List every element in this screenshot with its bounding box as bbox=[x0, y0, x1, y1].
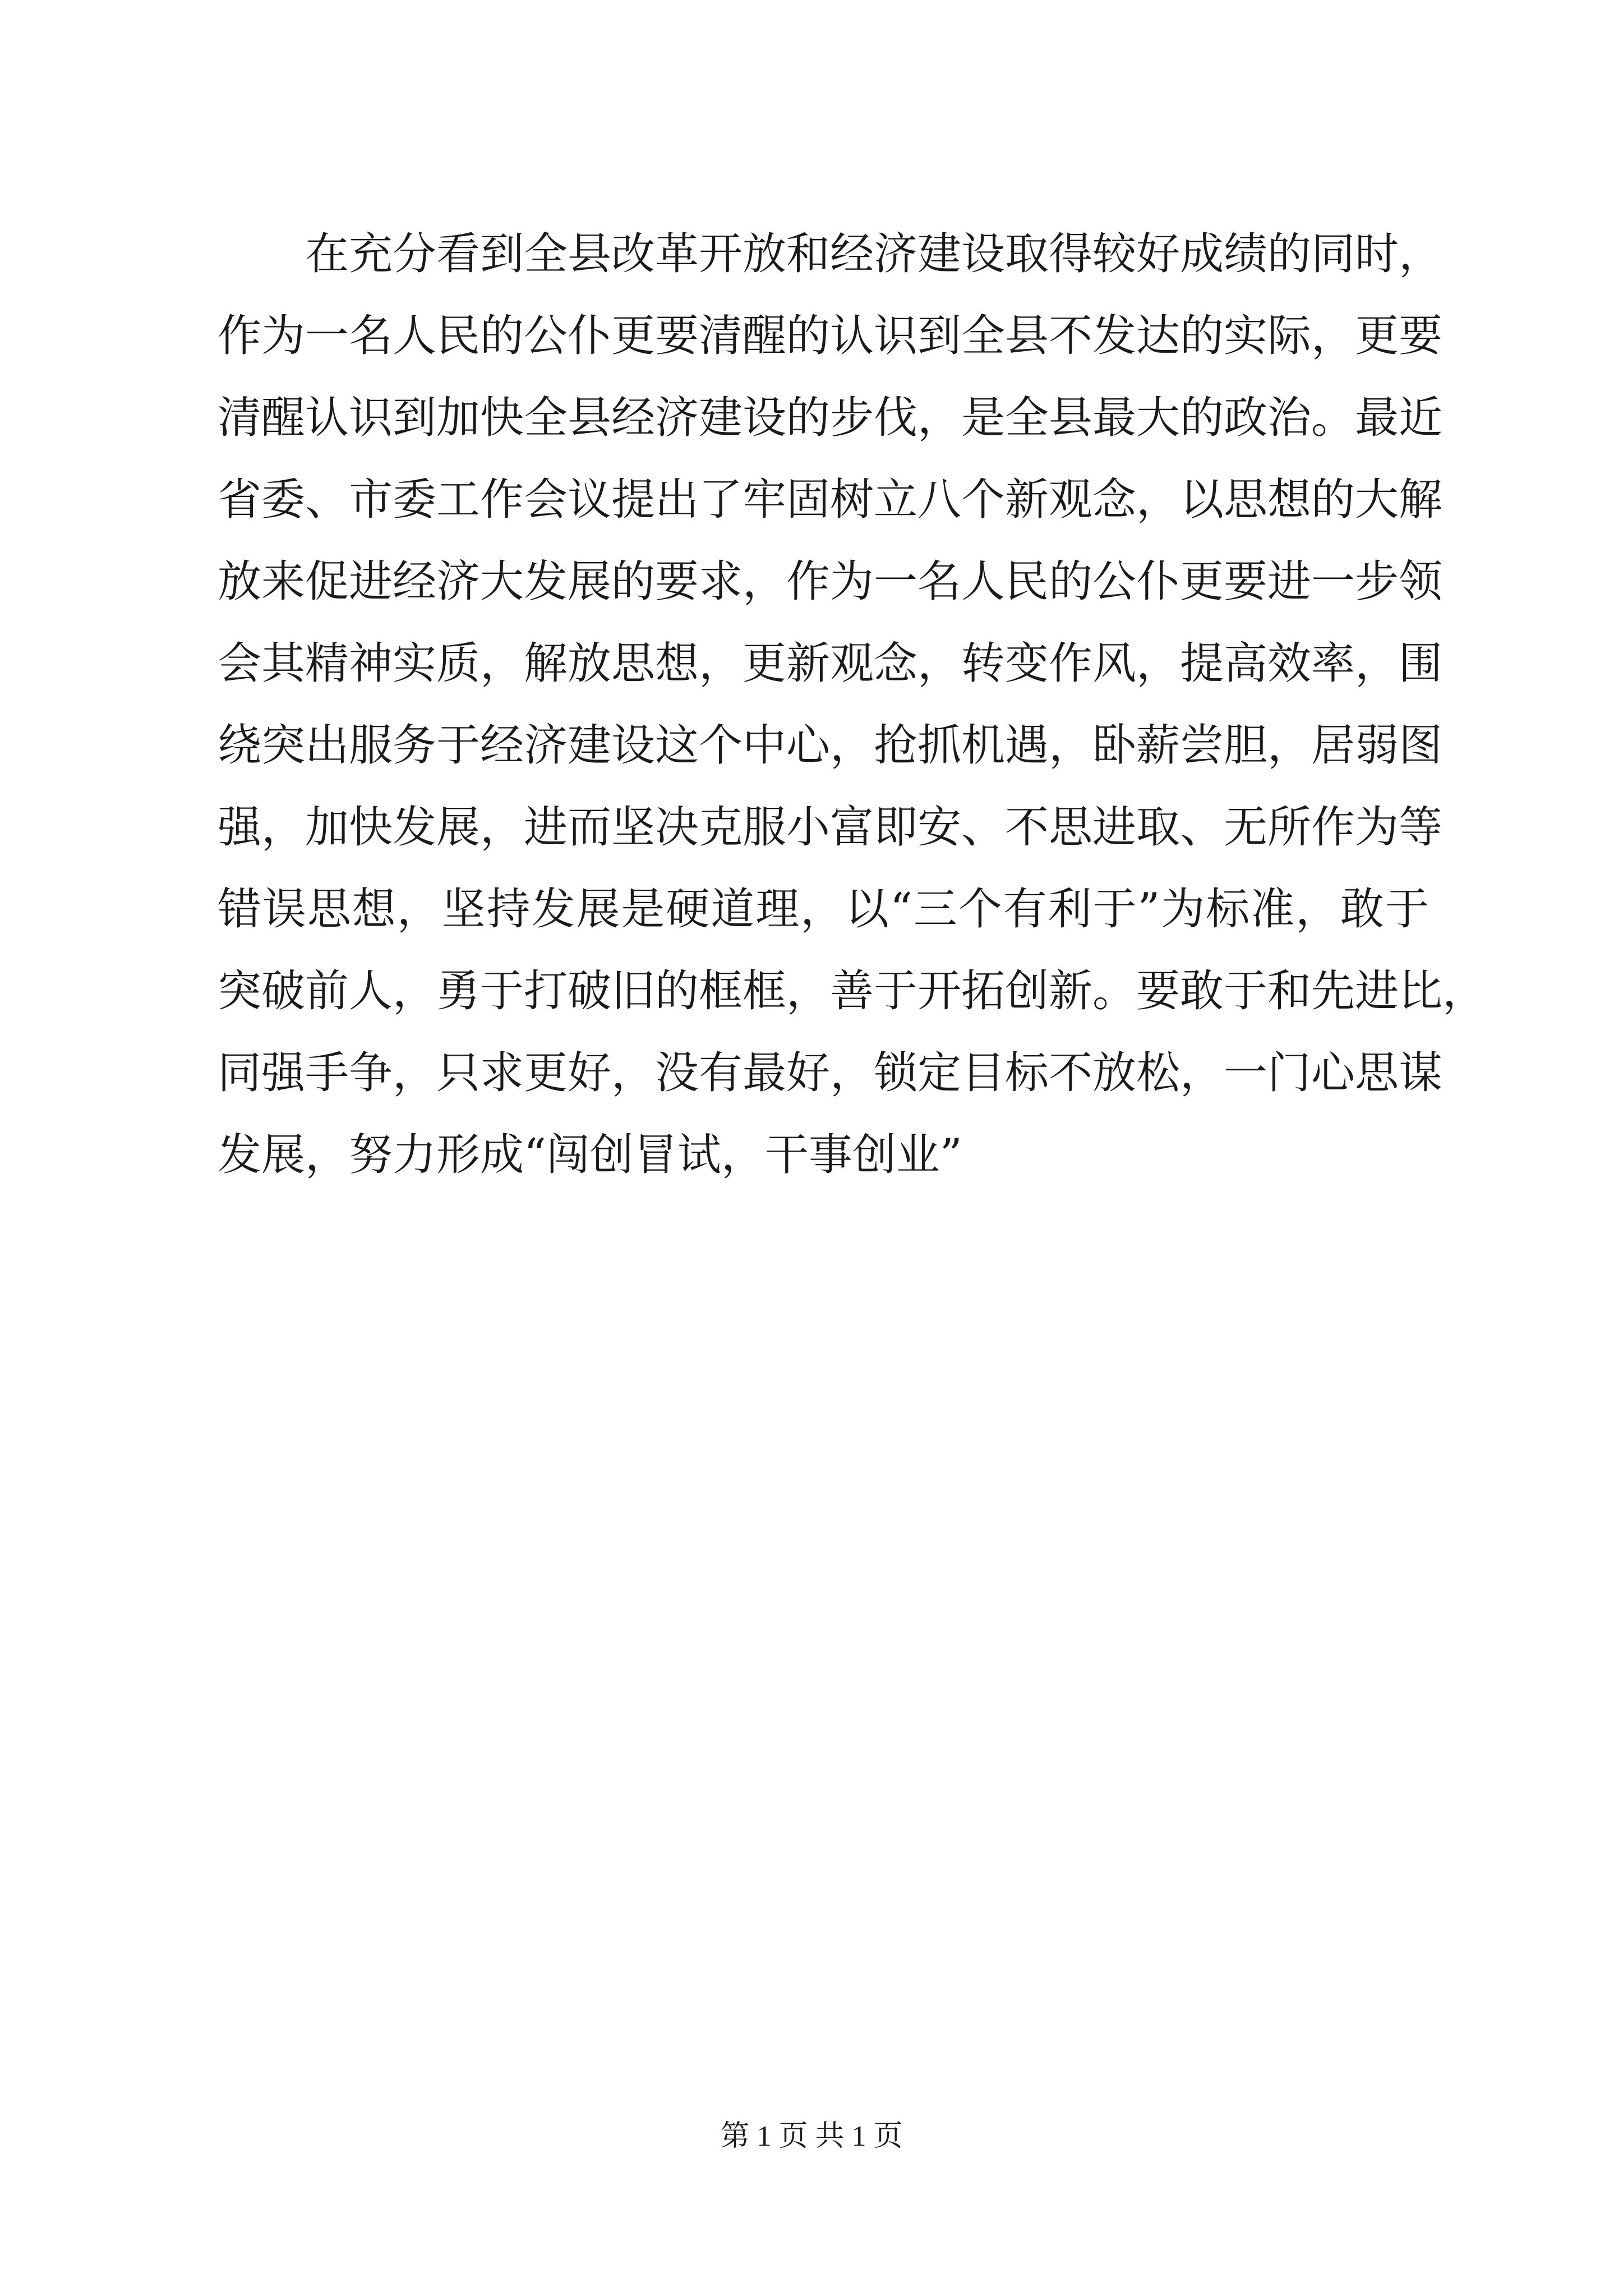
page-footer bbox=[0, 2112, 1623, 2154]
page-number-label: 第 1 页 共 1 页 bbox=[720, 2120, 903, 2152]
paragraph-line: 绕突出服务于经济建设这个中心，抢抓机遇，卧薪尝胆，居弱图 bbox=[218, 720, 1443, 771]
paragraph-line: 强，加快发展，进而坚决克服小富即安、不思进取、无所作为等 bbox=[218, 802, 1443, 853]
paragraph-line: 发展，努力形成“闯创冒试，干事创业” bbox=[218, 1130, 962, 1180]
paragraph-line: 清醒认识到加快全县经济建设的步伐，是全县最大的政治。最近 bbox=[218, 393, 1443, 443]
body-paragraph bbox=[218, 213, 1487, 1196]
paragraph-line: 在充分看到全县改革开放和经济建设取得较好成绩的同时， bbox=[305, 229, 1443, 279]
paragraph-line: 突破前人，勇于打破旧的框框，善于开拓创新。要敢于和先进比， bbox=[218, 966, 1487, 1016]
paragraph-line: 错误思想，坚持发展是硬道理，以“三个有利于”为标准，敢于 bbox=[218, 884, 1429, 935]
paragraph-line: 省委、市委工作会议提出了牢固树立八个新观念，以思想的大解 bbox=[218, 475, 1443, 525]
paragraph-line: 同强手争，只求更好，没有最好，锁定目标不放松，一门心思谋 bbox=[218, 1048, 1443, 1098]
paragraph-line: 会其精神实质，解放思想，更新观念，转变作风，提高效率，围 bbox=[218, 638, 1443, 689]
paragraph-line: 放来促进经济大发展的要求，作为一名人民的公仆更要进一步领 bbox=[218, 556, 1443, 607]
paragraph-line: 作为一名人民的公仆更要清醒的认识到全县不发达的实际，更要 bbox=[218, 311, 1443, 361]
